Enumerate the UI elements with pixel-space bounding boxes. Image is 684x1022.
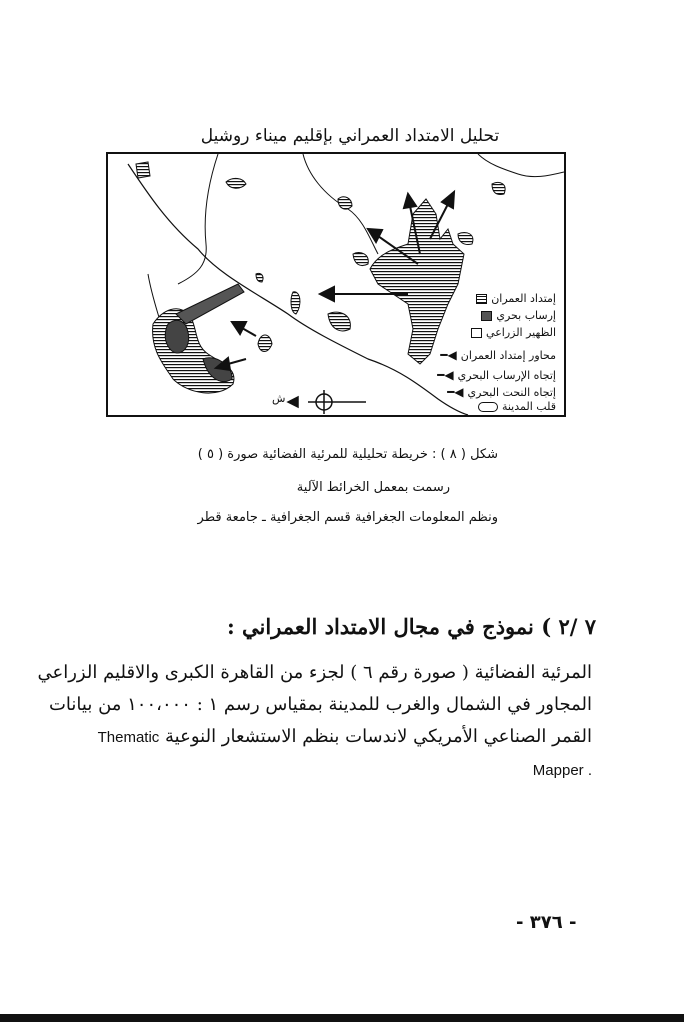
caption-line-2: رسمت بمعمل الخرائط الآلية [296,480,450,495]
body-line-4: . Mapper [532,762,592,779]
empty-swatch [471,328,482,338]
north-arrow [288,390,366,414]
body-line-2: المجاور في الشمال والغرب للمدينة بمقياس رسم ١ : ١٠٠،٠٠٠ من بيانات [48,694,592,715]
legend-item-axes: محاور إمتداد العمران ◀━ [440,348,556,362]
legend-item-agri: الظهير الزراعي [471,326,556,339]
page-number: - ٣٧٦ - [516,912,577,933]
scan-edge [0,1014,684,1022]
island [258,335,272,352]
north-label: ش [272,392,286,405]
section-heading: ٧ /٢ ) نموذج في مجال الامتداد العمراني : [226,614,596,639]
legend-item-city-core: قلب المدينة [478,400,556,413]
caption-line-1: شكل ( ٨ ) : خريطة تحليلية للمرئية الفضائية صورة ( ٥ ) [197,447,498,462]
island [291,292,300,314]
body-line-1: المرئية الفضائية ( صورة رقم ٦ ) لجزء من القاهرة الكبرى والاقليم الزراعي [37,662,592,683]
island [136,162,150,178]
coast-north [478,154,564,177]
boundary-line [178,154,218,284]
body-line-3: القمر الصناعي الأمريكي لاندسات بنظم الاستشعار النوعية Thematic [97,726,592,747]
legend-item-erosion-dir: إتجاه النحت البحري ◀━ [447,385,556,399]
dark-swatch [481,311,492,321]
deposition-dark [165,320,188,353]
arrow-left-icon: ◀━ [437,368,454,382]
figure-title: تحليل الامتداد العمراني بإقليم ميناء روشيل [200,126,500,146]
arrow-left-icon: ◀━ [447,385,464,399]
analysis-map [106,152,566,417]
island [338,197,352,209]
hatch-swatch [476,294,487,304]
island [226,178,246,188]
island [256,273,263,282]
island [328,312,350,331]
island [353,252,368,265]
caption-line-3: ونظم المعلومات الجغرافية قسم الجغرافية ـ جامعة قطر [197,510,498,525]
legend-item-deposition: إرساب بحري [481,309,556,322]
island [492,182,505,194]
legend-item-urban: إمتداد العمران [476,292,556,305]
legend-item-deposition-dir: إتجاه الإرساب البحري ◀━ [437,368,556,382]
oval-swatch [478,402,498,412]
deposition-strip [176,284,244,324]
arrow-left-icon: ◀━ [440,348,457,362]
urban-area [370,199,464,364]
island [458,232,473,244]
